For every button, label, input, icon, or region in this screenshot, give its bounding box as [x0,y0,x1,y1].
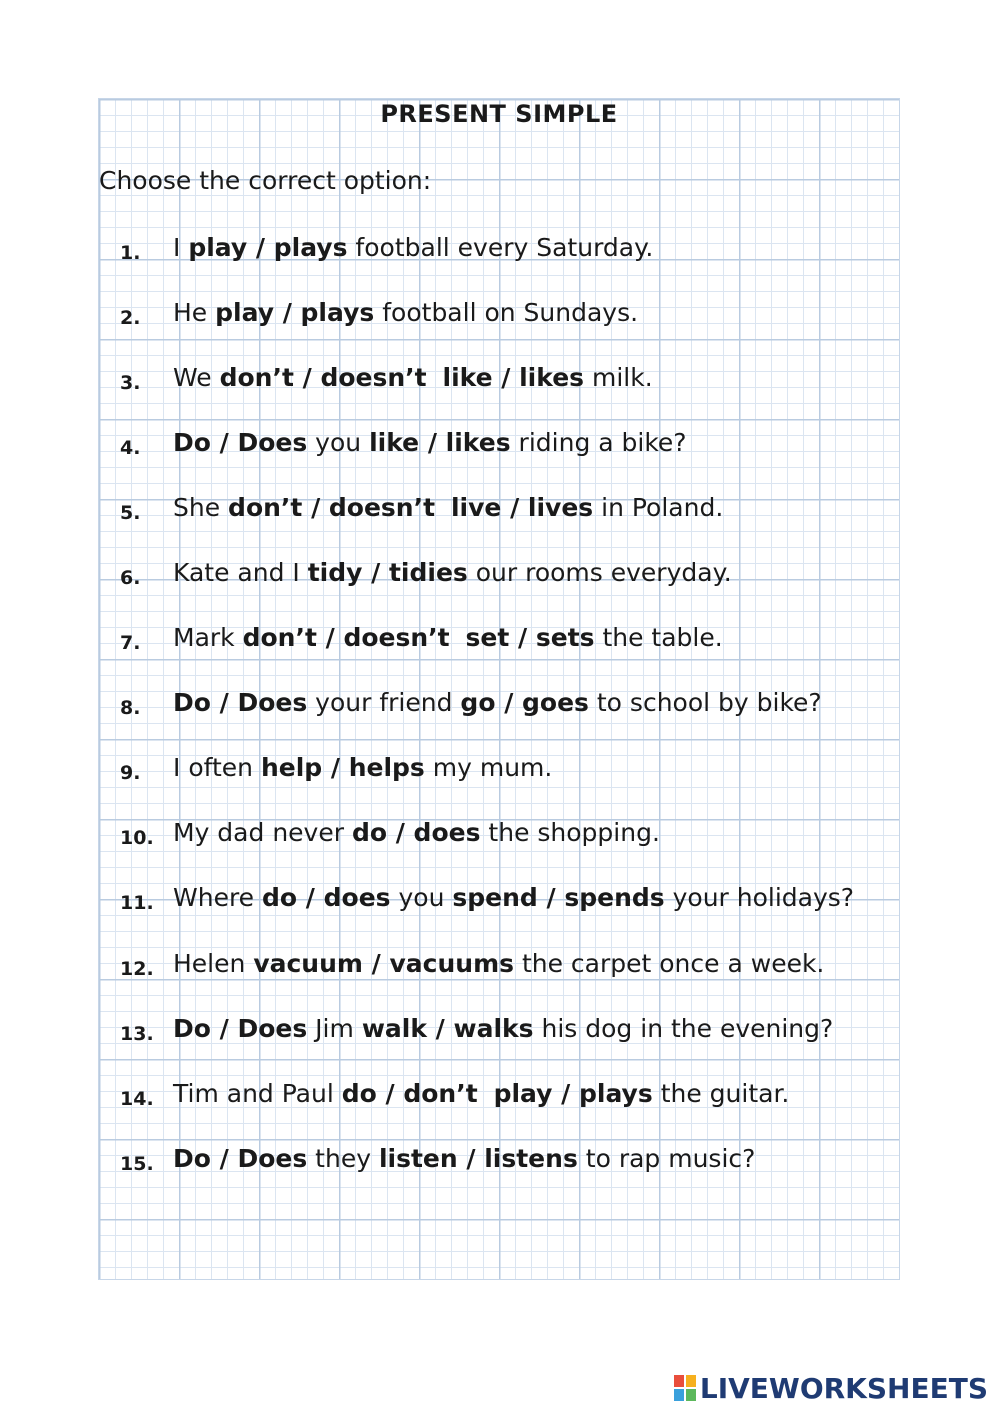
answer-options[interactable]: tidy / tidies [307,558,468,587]
item-sentence [173,233,653,262]
answer-options[interactable]: do / don’t [341,1079,478,1108]
item-number: 9. [120,762,141,784]
item-sentence [173,1079,789,1108]
item-sentence [173,949,824,978]
answer-options[interactable]: don’t / doesn’t [242,623,450,652]
answer-options[interactable]: Do / Does [173,428,308,457]
sentence-text: Kate and I [173,558,308,587]
answer-options[interactable]: help / helps [260,753,425,782]
sentence-text: Helen [173,949,254,978]
brand-name: LIVEWORKSHEETS [699,1371,988,1405]
item-number: 7. [120,632,141,654]
sentence-text: the carpet once a week. [514,949,825,978]
item-number: 14. [120,1088,154,1110]
sentence-text: I [173,233,189,262]
answer-options[interactable]: set / sets [465,623,595,652]
sentence-text: you [307,428,370,457]
item-sentence [173,688,822,717]
answer-options[interactable]: walk / walks [361,1014,534,1043]
sentence-text [450,623,466,652]
answer-options[interactable]: play / plays [215,298,375,327]
answer-options[interactable]: play / plays [493,1079,653,1108]
answer-options[interactable]: play / plays [188,233,348,262]
sentence-text: to school by bike? [588,688,822,717]
item-sentence [173,623,723,652]
item-number: 3. [120,372,141,394]
item-number: 11. [120,892,154,914]
sentence-text: Tim and Paul [173,1079,342,1108]
sentence-text: My dad never [173,818,352,847]
item-sentence [173,1014,833,1043]
sentence-text: the guitar. [652,1079,790,1108]
sentence-text [427,363,443,392]
sentence-text: riding a bike? [510,428,687,457]
answer-options[interactable]: like / likes [442,363,585,392]
item-sentence [173,1144,755,1173]
sentence-text: my mum. [424,753,553,782]
answer-options[interactable]: don’t / doesn’t [219,363,427,392]
item-sentence [173,428,687,457]
sentence-text: the shopping. [480,818,660,847]
item-sentence [173,558,732,587]
sentence-text: Where [173,883,263,912]
item-number: 13. [120,1023,154,1045]
sentence-text [478,1079,494,1108]
answer-options[interactable]: Do / Does [173,1144,308,1173]
item-number: 1. [120,242,141,264]
sentence-text: I often [173,753,261,782]
sentence-text: football every Saturday. [347,233,654,262]
answer-options[interactable]: spend / spends [452,883,665,912]
answer-options[interactable]: live / lives [450,493,594,522]
sentence-text: your holidays? [664,883,855,912]
item-number: 5. [120,502,141,524]
item-number: 6. [120,567,141,589]
sentence-text: the table. [594,623,723,652]
answer-options[interactable]: do / does [262,883,391,912]
answer-options[interactable]: do / does [351,818,481,847]
sentence-text: they [307,1144,379,1173]
item-number: 4. [120,437,141,459]
sentence-text: our rooms everyday. [467,558,732,587]
sentence-text: your friend [307,688,461,717]
sentence-text: Mark [173,623,243,652]
answer-options[interactable]: like / likes [369,428,511,457]
item-sentence [173,493,723,522]
sentence-text: you [390,883,453,912]
sentence-text: to rap music? [577,1144,756,1173]
item-number: 2. [120,307,141,329]
answer-options[interactable]: Do / Does [173,1014,308,1043]
sentence-text: We [173,363,220,392]
page-title: PRESENT SIMPLE [380,100,618,128]
sentence-text: football on Sundays. [374,298,639,327]
item-number: 15. [120,1153,154,1175]
item-number: 12. [120,958,154,980]
brand-logo[interactable] [674,1370,988,1406]
answer-options[interactable]: Do / Does [173,688,308,717]
sentence-text: Jim [307,1014,362,1043]
answer-options[interactable]: go / goes [460,688,589,717]
sentence-text: in Poland. [593,493,724,522]
answer-options[interactable]: listen / listens [378,1144,578,1173]
sentence-text [435,493,451,522]
item-sentence [173,753,552,782]
item-number: 8. [120,697,141,719]
sentence-text: He [173,298,216,327]
item-sentence [173,363,653,392]
sentence-text: She [173,493,229,522]
item-sentence [173,818,660,847]
item-sentence [173,883,854,912]
instruction-text: Choose the correct option: [99,166,432,195]
item-number: 10. [120,827,154,849]
answer-options[interactable]: don’t / doesn’t [228,493,436,522]
liveworksheets-logo-icon [674,1375,696,1401]
sentence-text: milk. [584,363,653,392]
answer-options[interactable]: vacuum / vacuums [253,949,514,978]
item-sentence [173,298,638,327]
sentence-text: his dog in the evening? [533,1014,834,1043]
